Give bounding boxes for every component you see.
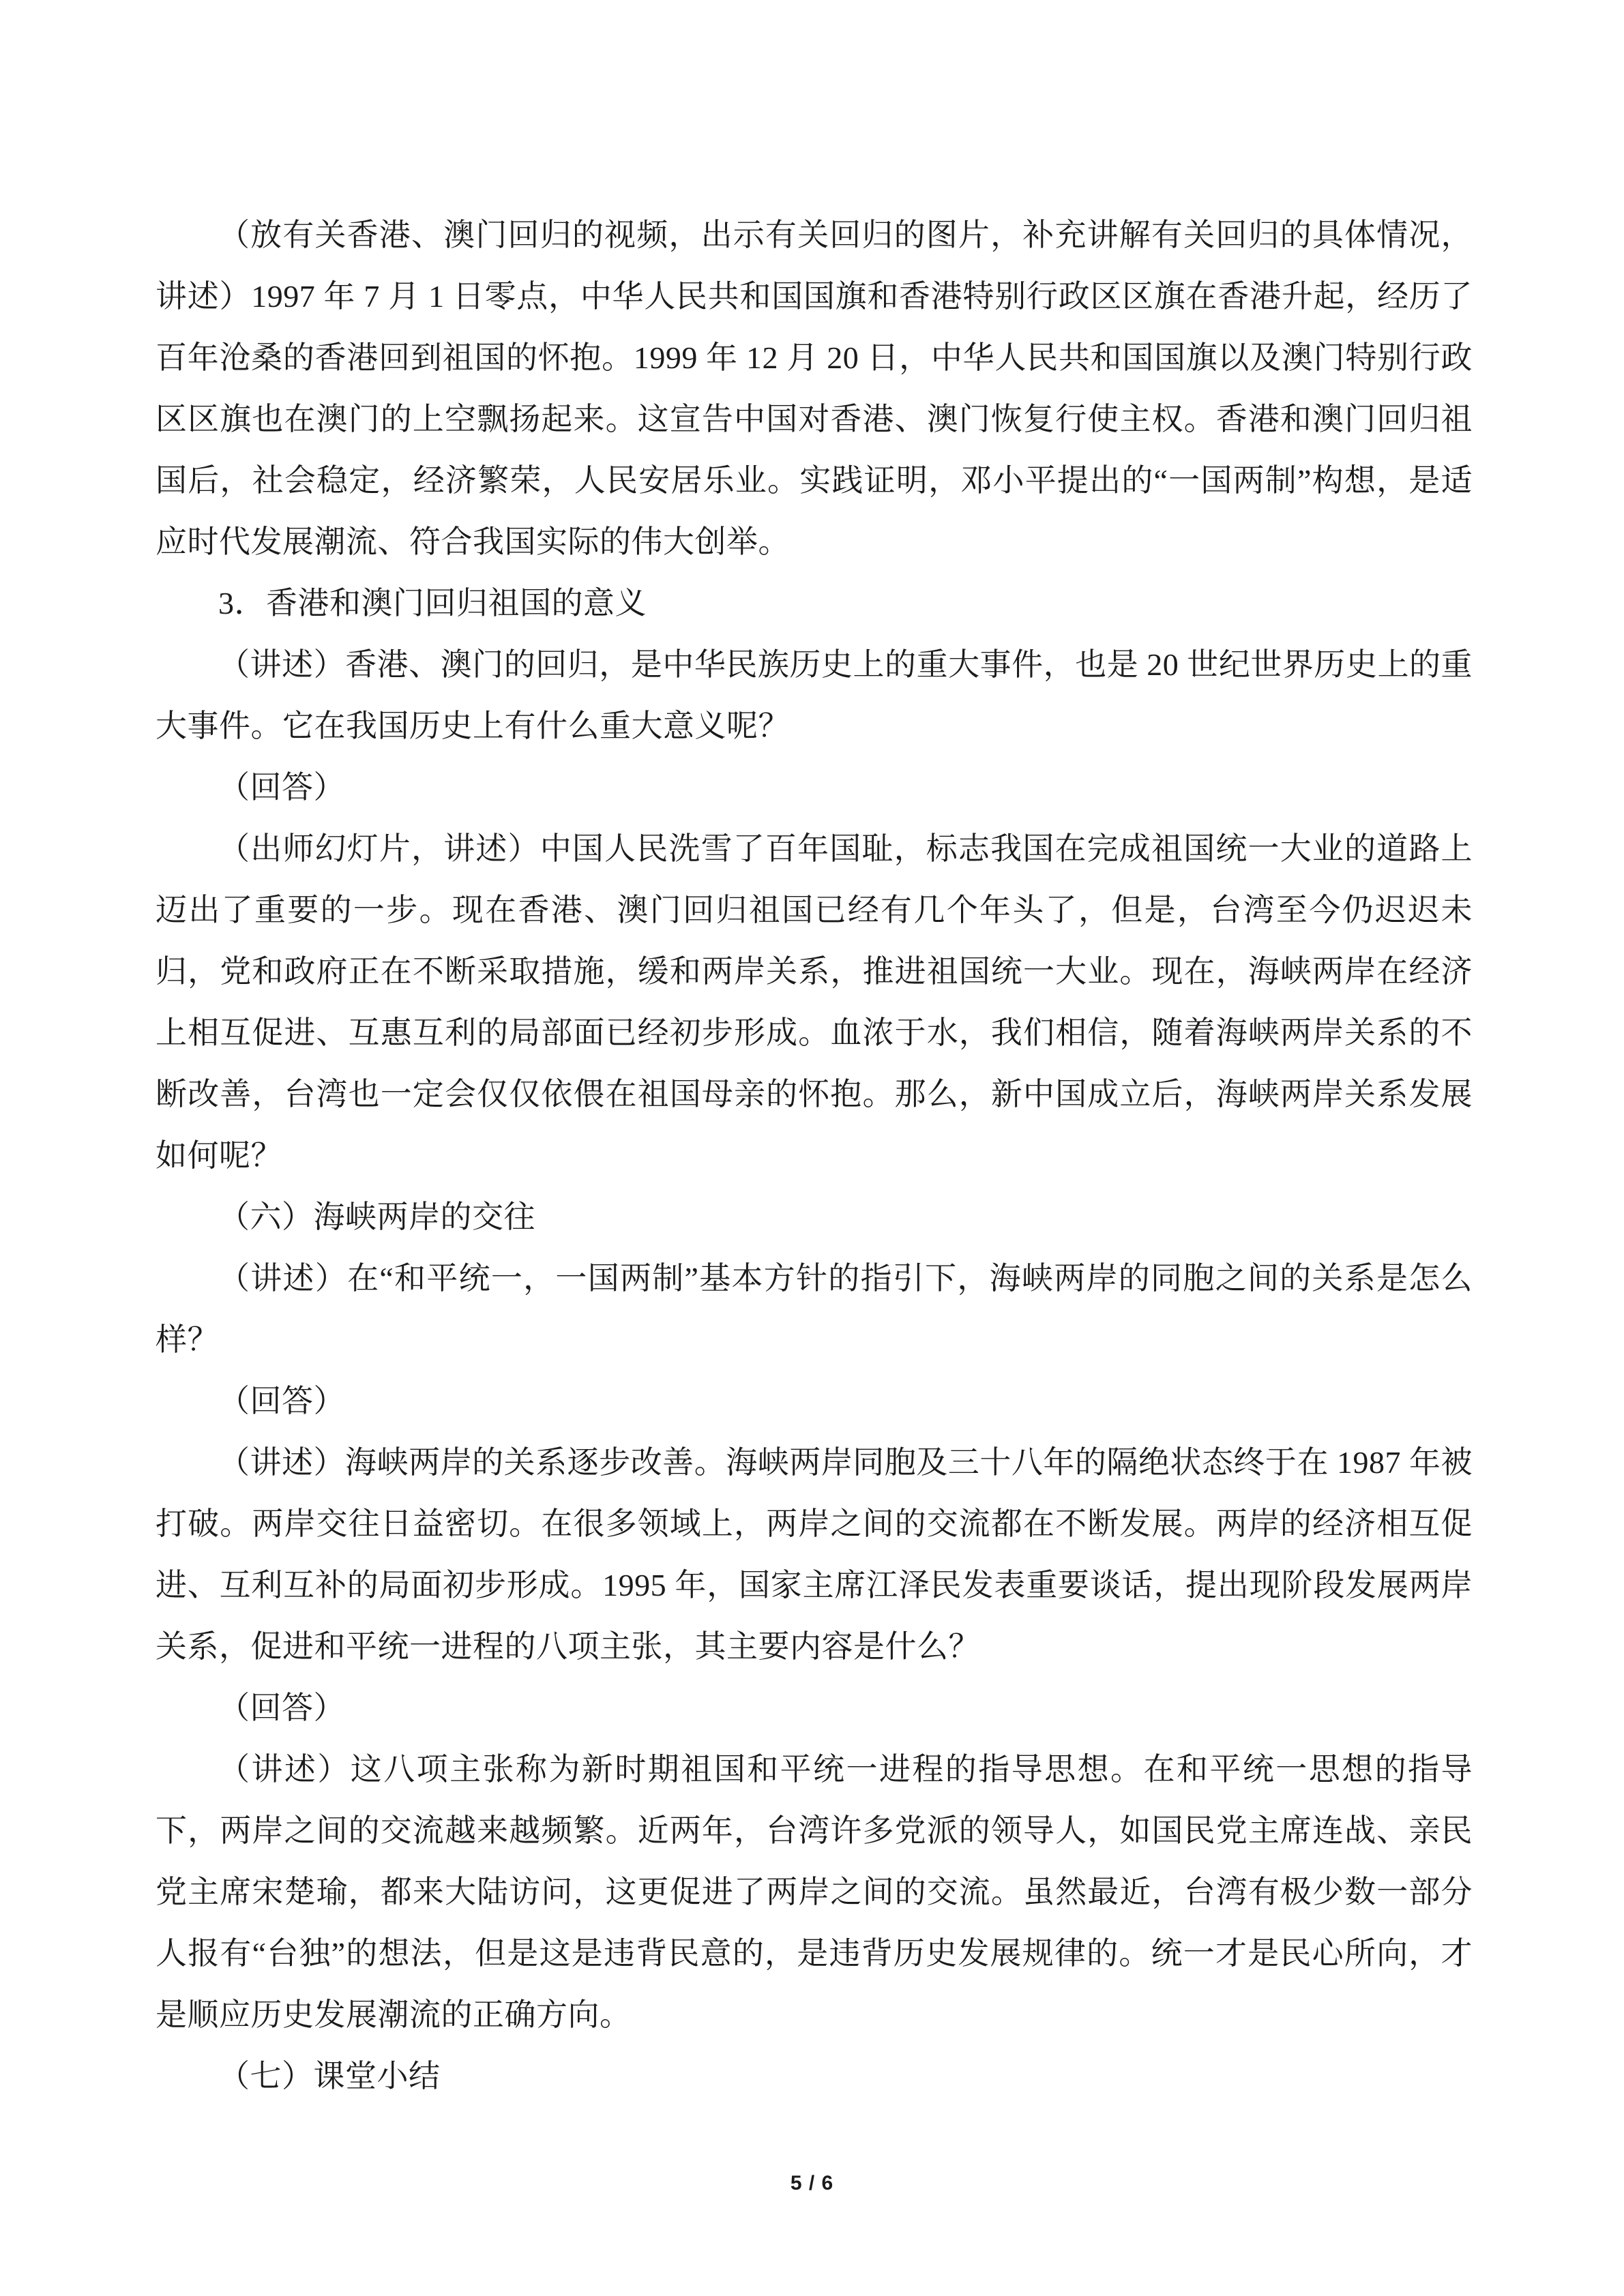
paragraph: （讲述）在“和平统一，一国两制”基本方针的指引下，海峡两岸的同胞之间的关系是怎么样？ [156, 1261, 1473, 1357]
paragraph: （出师幻灯片，讲述）中国人民洗雪了百年国耻，标志我国在完成祖国统一大业的道路上迈出了重要的一步。现在香港、澳门回归祖国已经有几个年头了，但是，台湾至今仍迟迟未归，党和政府正在不断采取措施，缓和两岸关系，推进祖国统一大业。现在，海峡两岸在经济上相互促进、互惠互利的局部面已经初步形成。血浓于水，我们相信，随着海峡两岸关系的不断改善，台湾也一定会仅仅依偎在祖国母亲的怀抱。那么，新中国成立后，海峡两岸关系发展如何呢？ [156, 831, 1473, 1173]
paragraph: （讲述）海峡两岸的关系逐步改善。海峡两岸同胞及三十八年的隔绝状态终于在 1987 年被打破。两岸交往日益密切。在很多领域上，两岸之间的交流都在不断发展。两岸的经济相互促进、互利互补的局面初步形成。1995 年，国家主席江泽民发表重要谈话，提出现阶段发展两岸关系，促进和平统一进程的八项主张，其主要内容是什么？ [156, 1445, 1473, 1664]
answer-placeholder: （回答） [218, 1384, 345, 1418]
paragraph: （讲述）这八项主张称为新时期祖国和平统一进程的指导思想。在和平统一思想的指导下，两岸之间的交流越来越频繁。近两年，台湾许多党派的领导人，如国民党主席连战、亲民党主席宋楚瑜，都来大陆访问，这更促进了两岸之间的交流。虽然最近，台湾有极少数一部分人报有“台独”的想法，但是这是违背民意的，是违背历史发展规律的。统一才是民心所向，才是顺应历史发展潮流的正确方向。 [156, 1752, 1473, 2032]
section-heading: （六）海峡两岸的交往 [218, 1199, 535, 1234]
page-footer [0, 2172, 1624, 2195]
paragraph: （讲述）香港、澳门的回归，是中华民族历史上的重大事件，也是 20 世纪世界历史上的重大事件。它在我国历史上有什么重大意义呢？ [156, 647, 1473, 743]
paragraph: （放有关香港、澳门回归的视频，出示有关回归的图片，补充讲解有关回归的具体情况，讲述）1997 年 7 月 1 日零点，中华人民共和国国旗和香港特别行政区区旗在香港升起，经历了百年沧桑的香港回到祖国的怀抱。1999 年 12 月 20 日，中华人民共和国国旗以及澳门特别行政区区旗也在澳门的上空飘扬起来。这宣告中国对香港、澳门恢复行使主权。香港和澳门回归祖国后，社会稳定，经济繁荣，人民安居乐业。实践证明，邓小平提出的“一国两制”构想，是适应时代发展潮流、符合我国实际的伟大创举。 [156, 218, 1473, 559]
document-body [156, 205, 1473, 2107]
section-heading: （七）课堂小结 [218, 2059, 441, 2093]
answer-placeholder: （回答） [218, 1690, 345, 1725]
answer-placeholder: （回答） [218, 770, 345, 805]
page-number: 5 / 6 [790, 2172, 834, 2194]
numbered-heading: 3．香港和澳门回归祖国的意义 [218, 586, 647, 621]
